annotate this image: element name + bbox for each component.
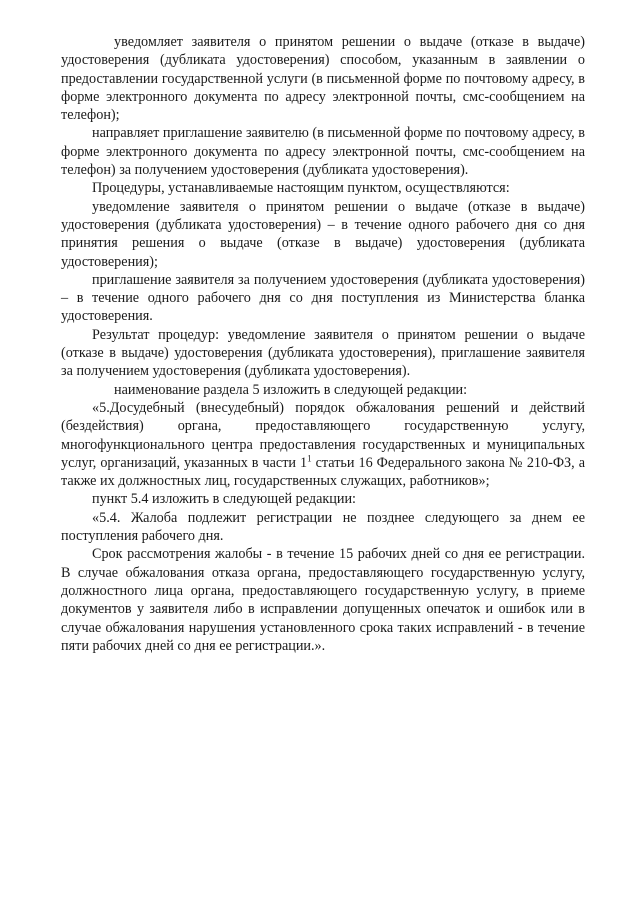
paragraph-send-invitation: направляет приглашение заявителю (в письменной форме по почтовому адресу, в форме электронного документа по адресу электронной почты, смс-сообщением на телефон) за получением удостоверения (дубликата удостоверения). [61, 125, 585, 179]
paragraph-review-term: Срок рассмотрения жалобы - в течение 15 рабочих дней со дня ее регистрации. В случае обжалования отказа органа, предоставляющего государственную услугу, должностного лица органа, предоставляющего государственную услугу, в приеме документов у заявителя либо в исправлении допущенных опечаток и ошибок или в случае обжалования нарушения установленного срока таких исправлений - в течение пяти рабочих дней со дня ее регистрации.». [61, 546, 585, 654]
section5-title-text-after: статьи 16 Федерального закона № 210-ФЗ, а также их должностных лиц, государственных служащих, работников»; [61, 454, 585, 490]
paragraph-section5-instruction: наименование раздела 5 изложить в следующей редакции: [114, 381, 468, 398]
paragraph-procedure-result: Результат процедур: уведомление заявителя о принятом решении о выдаче (отказе в выдаче) удостоверения (дубликата удостоверения), приглашение заявителя за получением удостоверения (дубликата удостоверения). [61, 326, 585, 380]
paragraph-notify-applicant: уведомляет заявителя о принятом решении о выдаче (отказе в выдаче) удостоверения (дубликата удостоверения) способом, указанным в заявлении о предоставлении государственной услуги (в письменной форме по почтовому адресу, в форме электронного документа по адресу электронной почты, смс-сообщением на телефон); [61, 34, 585, 124]
document-page [61, 33, 585, 655]
paragraph-section5-title [61, 399, 585, 490]
section5-title-text: «5.Досудебный (внесудебный) порядок обжалования решений и действий (бездействия) органа, предоставляющего государственную услугу, многофункционального центра предоставления государственных и муниципальных услуг, организаций, указанных в части 1 [61, 399, 585, 471]
paragraph-item54-instruction: пункт 5.4 изложить в следующей редакции: [92, 491, 356, 508]
section5-title-superscript: 1 [307, 453, 312, 464]
paragraph-item54-text: «5.4. Жалоба подлежит регистрации не позднее следующего за днем ее поступления рабочего дня. [61, 509, 585, 545]
paragraph-procedures-intro: Процедуры, устанавливаемые настоящим пунктом, осуществляются: [92, 180, 510, 197]
paragraph-procedure-notification: уведомление заявителя о принятом решении о выдаче (отказе в выдаче) удостоверения (дубликата удостоверения) – в течение одного рабочего дня со дня принятия решения о выдаче (отказе в выдаче) удостоверения (дубликата удостоверения); [61, 198, 585, 270]
paragraph-procedure-invitation: приглашение заявителя за получением удостоверения (дубликата удостоверения) – в течение одного рабочего дня со дня поступления из Министерства бланка удостоверения. [61, 271, 585, 325]
